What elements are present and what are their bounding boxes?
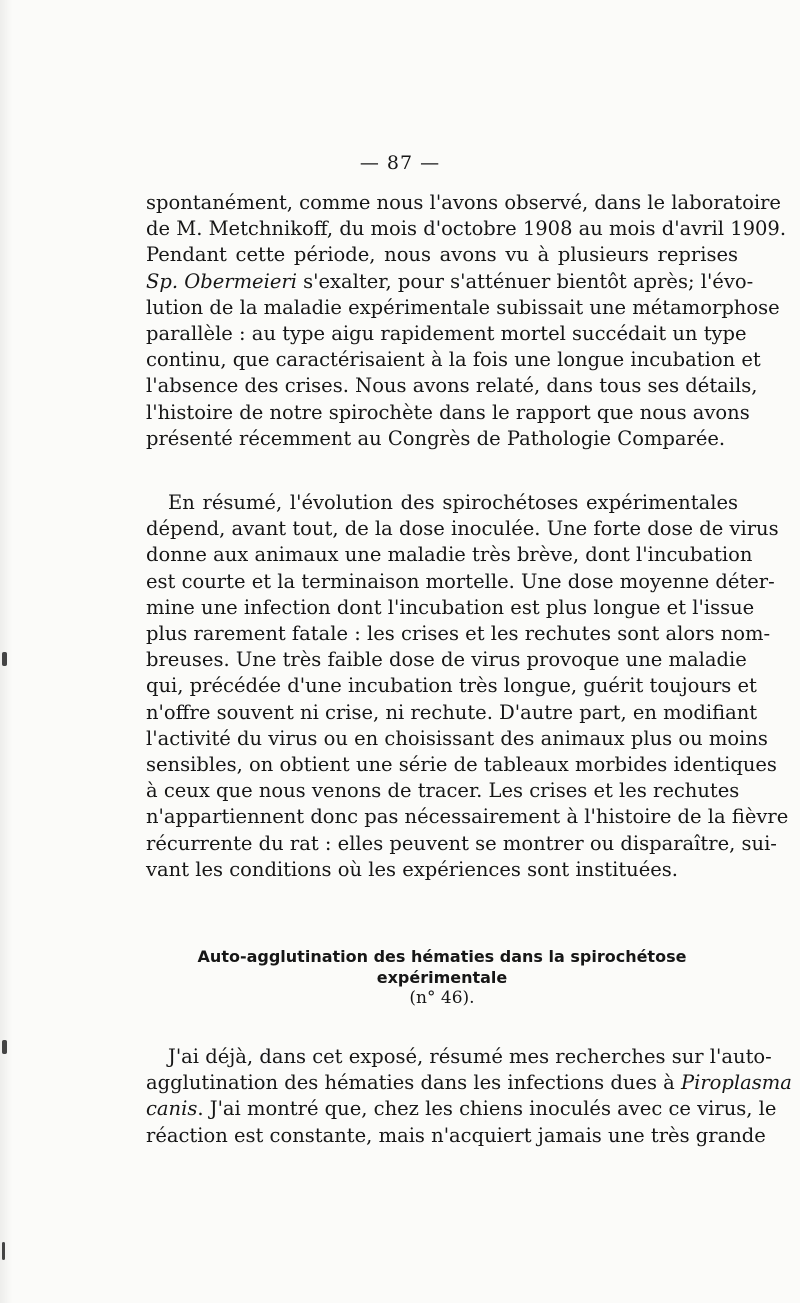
page-number: — 87 — bbox=[359, 152, 441, 174]
text-line: mine une infection dont l'incubation est plus longue et l'issue bbox=[146, 595, 755, 619]
text-line: l'absence des crises. Nous avons relaté, dans tous ses détails, bbox=[146, 374, 758, 398]
text-line: l'activité du virus ou en choisissant des animaux plus ou moins bbox=[146, 726, 768, 750]
text-line bbox=[146, 1096, 777, 1122]
text-line: dépend, avant tout, de la dose inoculée. Une forte dose de virus bbox=[146, 517, 779, 541]
text-line: donne aux animaux une maladie très brève, dont l'incubation bbox=[146, 543, 753, 567]
text-line: présenté récemment au Congrès de Pathologie Comparée. bbox=[146, 426, 726, 450]
paragraph-1 bbox=[146, 190, 787, 452]
paragraph-2 bbox=[146, 490, 789, 883]
margin-mark bbox=[2, 1040, 7, 1054]
text-line: sensibles, on obtient une série de tableaux morbides identiques bbox=[146, 753, 777, 777]
text-line bbox=[146, 269, 754, 295]
text-line: est courte et la terminaison mortelle. Une dose moyenne déter- bbox=[146, 569, 775, 593]
section-heading bbox=[146, 946, 738, 1009]
text-line bbox=[146, 1070, 792, 1096]
text-line: Pendant cette période, nous avons vu à plusieurs reprises bbox=[146, 243, 738, 267]
text-line: vant les conditions où les expériences sont instituées. bbox=[146, 857, 678, 881]
text-line: lution de la maladie expérimentale subissait une métamorphose bbox=[146, 295, 780, 319]
text-fragment: . J'ai montré que, chez les chiens inoculés avec ce virus, le bbox=[197, 1097, 777, 1121]
heading-line: Auto-agglutination des hématies dans la spirochétose bbox=[197, 947, 687, 966]
species-name: Sp. Obermeieri bbox=[146, 269, 297, 293]
text-line: qui, précédée d'une incubation très longue, guérit toujours et bbox=[146, 674, 757, 698]
text-line: n'appartiennent donc pas nécessairement à l'histoire de la fièvre bbox=[146, 805, 789, 829]
paragraph-3 bbox=[146, 1044, 792, 1149]
text-line: breuses. Une très faible dose de virus provoque une maladie bbox=[146, 648, 747, 672]
note-number: (n° 46). bbox=[409, 988, 475, 1008]
genus-name: Piroplasma bbox=[681, 1071, 792, 1095]
text-line: parallèle : au type aigu rapidement mortel succédait un type bbox=[146, 322, 747, 346]
text-line: de M. Metchnikoff, du mois d'octobre 1908 au mois d'avril 1909. bbox=[146, 217, 787, 241]
text-fragment: s'exalter, pour s'atténuer bientôt après; l'évo- bbox=[296, 269, 754, 293]
text-fragment: agglutination des hématies dans les infections dues à bbox=[146, 1071, 681, 1095]
species-name: canis bbox=[146, 1097, 198, 1121]
text-line: à ceux que nous venons de tracer. Les crises et les rechutes bbox=[146, 779, 740, 803]
text-line: J'ai déjà, dans cet exposé, résumé mes recherches sur l'auto- bbox=[168, 1045, 772, 1068]
text-line: continu, que caractérisaient à la fois une longue incubation et bbox=[146, 348, 761, 372]
margin-mark bbox=[2, 652, 7, 666]
text-line: réaction est constante, mais n'acquiert jamais une très grande bbox=[146, 1123, 766, 1147]
text-line: l'histoire de notre spirochète dans le rapport que nous avons bbox=[146, 400, 750, 424]
text-line: En résumé, l'évolution des spirochétoses expérimentales bbox=[168, 491, 738, 514]
text-line: plus rarement fatale : les crises et les rechutes sont alors nom- bbox=[146, 622, 771, 646]
margin-mark bbox=[2, 1242, 5, 1260]
heading-line: expérimentale bbox=[376, 968, 508, 987]
text-line: n'offre souvent ni crise, ni rechute. D'autre part, en modifiant bbox=[146, 700, 758, 724]
text-line: récurrente du rat : elles peuvent se montrer ou disparaître, sui- bbox=[146, 831, 777, 855]
text-line: spontanément, comme nous l'avons observé, dans le laboratoire bbox=[146, 191, 781, 214]
